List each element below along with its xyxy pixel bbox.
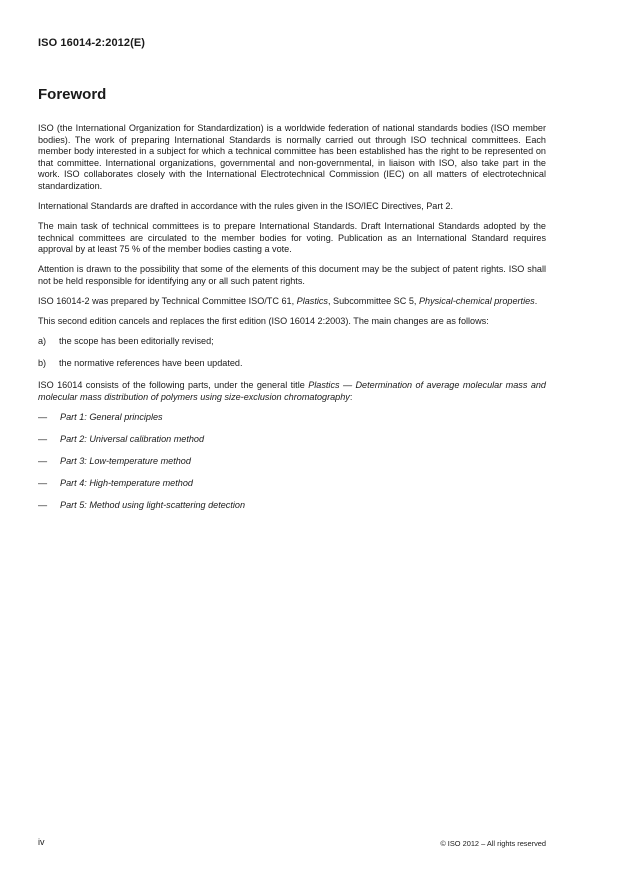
list-item — [38, 434, 546, 446]
list-item — [38, 478, 546, 490]
part-title: Part 4: High-temperature method — [60, 478, 193, 489]
prepared-by-prefix: ISO 16014-2 was prepared by Technical Committee ISO/TC 61, — [38, 295, 297, 306]
dash-marker: — — [38, 500, 48, 511]
document-id: ISO 16014-2:2012(E) — [38, 37, 146, 49]
list-marker: a) — [38, 335, 47, 346]
paragraph-main-task: The main task of technical committees is to prepare International Standards. Draft International Standards adopted by the technical committees are circulated to the member bodies for voting. Publication as an International Standard requires approval by at least 75 % of the member bodies casting a vote. — [38, 220, 546, 255]
foreword-body — [38, 123, 546, 523]
paragraph-prepared-by — [38, 296, 546, 308]
changes-list — [38, 336, 546, 370]
paragraph-parts-intro — [38, 380, 546, 403]
parts-intro-suffix: : — [349, 391, 353, 402]
dash-marker: — — [38, 433, 48, 444]
page-title: Foreword — [38, 86, 107, 103]
paragraph-directives: International Standards are drafted in accordance with the rules given in the ISO/IEC Directives, Part 2. — [38, 200, 453, 211]
list-item — [38, 500, 546, 512]
committee-name: Plastics — [296, 295, 328, 306]
list-item — [38, 412, 546, 424]
list-item — [38, 456, 546, 468]
general-title: Plastics — Determination of average molecular mass and molecular mass distribution of polymers using size-exclusion chromatography — [38, 380, 546, 402]
part-title: Part 3: Low-temperature method — [60, 455, 191, 466]
part-title: Part 2: Universal calibration method — [60, 433, 205, 444]
paragraph-iso-intro: ISO (the International Organization for Standardization) is a worldwide federation of national standards bodies (ISO member bodies). The work of preparing International Standards is normally carried out through ISO technical committees. Each member body interested in a subject for which a technical committee has been established has the right to be represented on that committee. International organizations, governmental and non-governmental, in liaison with ISO, also take part in the work. ISO collaborates closely with the International Electrotechnical Commission (IEC) on all matters of electrotechnical standardization. — [38, 123, 546, 191]
paragraph-patent-rights: Attention is drawn to the possibility that some of the elements of this document may be the subject of patent rights. ISO shall not be held responsible for identifying any or all such patent rights. — [38, 264, 546, 286]
page-number: iv — [38, 837, 45, 847]
parts-intro-prefix: ISO 16014 consists of the following parts, under the general title — [38, 380, 309, 391]
dash-marker: — — [38, 478, 48, 489]
list-text: the normative references have been updated. — [59, 357, 243, 368]
list-marker: b) — [38, 357, 47, 368]
list-item — [38, 336, 546, 348]
subcommittee-name: Physical-chemical properties — [418, 295, 535, 306]
part-title: Part 5: Method using light-scattering detection — [60, 500, 246, 511]
list-item — [38, 358, 546, 370]
dash-marker: — — [38, 411, 48, 422]
prepared-by-suffix: . — [534, 295, 538, 306]
part-title: Part 1: General principles — [60, 411, 163, 422]
copyright-notice: © ISO 2012 – All rights reserved — [440, 839, 546, 848]
list-text: the scope has been editorially revised; — [59, 335, 214, 346]
prepared-by-middle: , Subcommittee SC 5, — [327, 295, 419, 306]
parts-list — [38, 412, 546, 512]
paragraph-edition: This second edition cancels and replaces the first edition (ISO 16014 2:2003). The main changes are as follows: — [38, 315, 489, 326]
dash-marker: — — [38, 455, 48, 466]
